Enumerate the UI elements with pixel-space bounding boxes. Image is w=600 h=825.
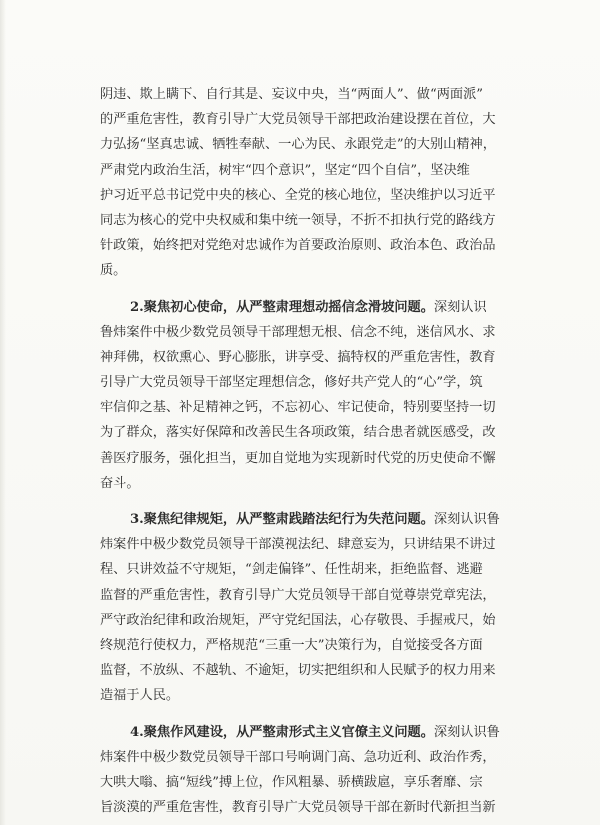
heading-followup-text: 深刻认识鲁 (433, 724, 500, 740)
text-line: 程、只讲效益不守规矩，“剑走偏锋”、任性胡来，拒绝监督、逃避 (100, 562, 483, 578)
text-line: 同志为核心的党中央权威和集中统一领导，不折不扣执行党的路线方 (100, 212, 496, 228)
text-line: 护习近平总书记党中央的核心、全党的核心地位，坚决维护以习近平 (100, 187, 496, 203)
scan-edge-shadow (0, 0, 6, 825)
text-line: 善医疗服务，强化担当，更加自觉地为实现新时代党的历史使命不懈 (100, 450, 496, 466)
text-line: 严肃党内政治生活，树牢“四个意识”，坚定“四个自信”，坚决维 (100, 162, 470, 178)
text-line: 牢信仰之基、补足精神之钙，不忘初心、牢记使命，特别要坚持一切 (100, 400, 496, 416)
paragraph-3 (100, 507, 528, 709)
text-line: 鲁炜案件中极少数党员领导干部理想无根、信念不纯，迷信风水、求 (100, 324, 496, 340)
paragraph-first-line (100, 295, 528, 320)
text-line: 阴违、欺上瞒下、自行其是、妄议中央，当“两面人”、做“两面派” (100, 87, 484, 102)
text-line: 引导广大党员领导干部坚定理想信念，修好共产党人的“心”学，筑 (100, 375, 483, 391)
text-line: 大哄大嗡、搞“短线”搏上位，作风粗暴、骄横跋扈，享乐奢靡、宗 (100, 774, 483, 790)
text-line: 奋斗。 (100, 475, 140, 491)
text-line: 力弘扬“坚真忠诚、牺牲奉献、一心为民、永跟党走”的大别山精神， (100, 137, 496, 153)
paragraph-4 (100, 720, 528, 821)
text-line: 炜案件中极少数党员领导干部口号响调门高、急功近利、政治作秀， (100, 749, 496, 765)
text-line: 质。 (100, 263, 127, 279)
text-line: 为了群众，落实好保障和改善民生各项政策，结合患者就医感受，改 (100, 425, 496, 441)
paragraph-first-line (100, 720, 528, 745)
paragraph-spacer (100, 496, 528, 507)
section-heading: 4.聚焦作风建设，从严整肃形式主义官僚主义问题。 (130, 724, 434, 740)
paragraph-spacer (100, 709, 528, 720)
section-heading: 3.聚焦纪律规矩，从严整肃践踏法纪行为失范问题。 (130, 512, 434, 527)
text-line: 严守政治纪律和政治规矩，严守党纪国法，心存敬畏、手握戒尺，始 (100, 612, 496, 628)
text-line: 针政策，始终把对党绝对忠诚作为首要政治原则、政治本色、政治品 (100, 238, 496, 254)
text-line: 监督，不放纵、不越轨、不逾矩，切实把组织和人民赋予的权力用来 (100, 663, 496, 679)
text-line: 神拜佛，权欲熏心、野心膨胀，讲享受、搞特权的严重危害性，教育 (100, 349, 496, 365)
paragraph-spacer (100, 284, 528, 295)
text-line: 造福于人民。 (100, 688, 180, 704)
paragraph-2 (100, 295, 528, 497)
text-line: 终规范行使权力，严格规范“三重一大”决策行为，自觉接受各方面 (100, 637, 483, 653)
heading-followup-text: 深刻认识 (433, 299, 487, 315)
heading-followup-text: 深刻认识鲁 (433, 512, 500, 527)
paragraph-1 (100, 82, 528, 284)
text-line: 的严重危害性，教育引导广大党员领导干部把政治建设摆在首位，大 (100, 112, 496, 128)
text-line: 旨淡漠的严重危害性，教育引导广大党员领导干部在新时代新担当新 (100, 800, 496, 816)
section-heading: 2.聚焦初心使命，从严整肃理想动摇信念滑坡问题。 (130, 299, 434, 315)
document-body (100, 82, 528, 820)
paragraph-first-line (100, 507, 528, 532)
text-line: 监督的严重危害性，教育引导广大党员领导干部自觉尊崇党章宪法， (100, 587, 496, 603)
text-line: 炜案件中极少数党员领导干部漠视法纪、肆意妄为，只讲结果不讲过 (100, 537, 496, 553)
